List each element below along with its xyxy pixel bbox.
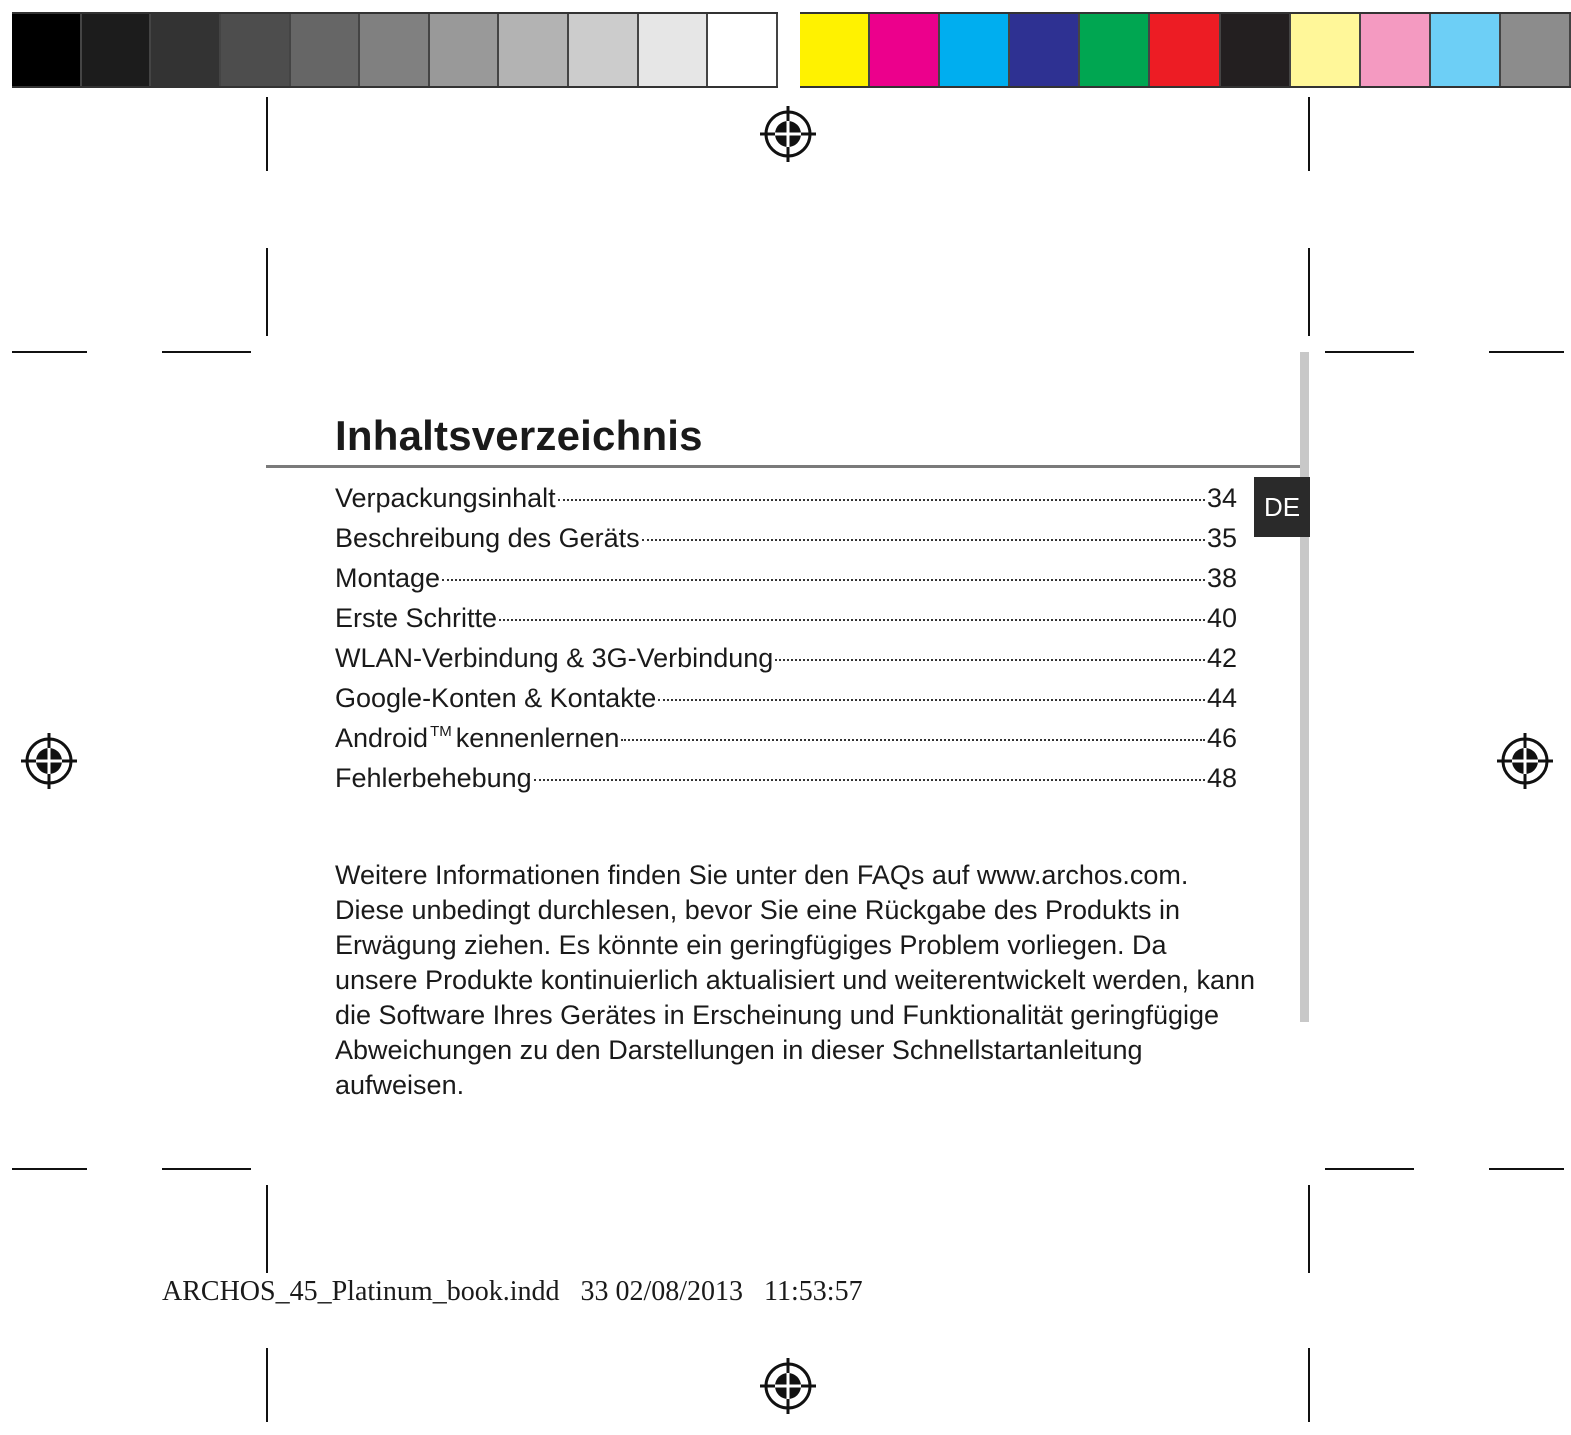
toc-entry[interactable] (335, 598, 1237, 638)
toc-entry[interactable] (335, 678, 1237, 718)
toc-entry-title: Erste Schritte (335, 603, 498, 633)
slug-date: 02/08/2013 (615, 1276, 744, 1307)
gray-swatch (82, 14, 152, 86)
toc-entry[interactable] (335, 558, 1237, 598)
crop-mark (1489, 351, 1564, 353)
toc-entry-page: 34 (1206, 483, 1237, 513)
title-divider (266, 465, 1306, 468)
toc-entry-page: 40 (1206, 603, 1237, 633)
toc-leader-dots (558, 499, 1205, 501)
crop-mark (1489, 1168, 1564, 1170)
crop-mark (12, 1168, 87, 1170)
crop-mark (1308, 1348, 1310, 1422)
crop-mark (266, 1185, 268, 1273)
language-tab: DE (1254, 477, 1310, 537)
toc-entry-page: 48 (1206, 763, 1237, 793)
color-bar (800, 12, 1571, 88)
color-swatch (800, 14, 870, 86)
crop-mark (266, 1348, 268, 1422)
gray-swatch (291, 14, 361, 86)
toc-entry-title-main: Android (335, 723, 429, 753)
toc-entry[interactable] (335, 758, 1237, 798)
color-swatch (1431, 14, 1501, 86)
toc-entry-page: 42 (1206, 643, 1237, 673)
color-swatch (940, 14, 1010, 86)
color-swatch (870, 14, 940, 86)
gray-swatch (151, 14, 221, 86)
color-swatch (1080, 14, 1150, 86)
info-paragraph: Weitere Informationen finden Sie unter den FAQs auf www.archos.com. Diese unbedingt durchlesen, bevor Sie eine Rückgabe des Produkts in Erwägung ziehen. Es könnte ein geringfügiges Problem vorliegen. Da unsere Produkte kontinuierlich aktualisiert und weiterentwickelt werden, kann die Software Ihres Gerätes in Erscheinung und Funktionalität geringfügige Abweichungen zu den Darstellungen in dieser Schnellstartanleitung aufweisen. (335, 860, 1255, 1100)
gray-swatch (430, 14, 500, 86)
gray-swatch (708, 14, 778, 86)
crop-mark (266, 97, 268, 171)
toc-entry-page: 38 (1206, 563, 1237, 593)
toc-leader-dots (642, 539, 1205, 541)
gray-swatch (360, 14, 430, 86)
table-of-contents (335, 478, 1237, 798)
gray-swatch (12, 14, 82, 86)
crop-mark (1308, 1185, 1310, 1273)
slug-page-number: 33 (580, 1276, 609, 1307)
gray-swatch (499, 14, 569, 86)
toc-entry-title-suffix: kennenlernen (455, 723, 620, 753)
toc-entry[interactable] (335, 718, 1237, 758)
gray-swatch (639, 14, 709, 86)
crop-mark (162, 351, 251, 353)
toc-entry-title: Montage (335, 563, 441, 593)
registration-mark-icon (758, 104, 818, 164)
toc-entry-page: 44 (1206, 683, 1237, 713)
toc-leader-dots (442, 579, 1205, 581)
toc-entry[interactable] (335, 518, 1237, 558)
color-swatch (1361, 14, 1431, 86)
crop-mark (1325, 1168, 1414, 1170)
registration-mark-icon (1495, 731, 1555, 791)
toc-entry-page: 46 (1206, 723, 1237, 753)
toc-entry-title: WLAN-Verbindung & 3G-Verbindung (335, 643, 774, 673)
crop-mark (162, 1168, 251, 1170)
toc-entry[interactable] (335, 638, 1237, 678)
toc-entry-title: Beschreibung des Geräts (335, 523, 640, 553)
registration-mark-icon (758, 1356, 818, 1416)
color-swatch (1010, 14, 1080, 86)
page-title: Inhaltsverzeichnis (335, 412, 703, 459)
color-swatch (1150, 14, 1220, 86)
toc-entry-page: 35 (1206, 523, 1237, 553)
toc-leader-dots (658, 699, 1205, 701)
toc-entry-title (335, 718, 619, 758)
toc-entry-title: Google-Konten & Kontakte (335, 683, 657, 713)
toc-leader-dots (775, 659, 1205, 661)
color-swatch (1221, 14, 1291, 86)
color-swatch (1501, 14, 1571, 86)
slug-time: 11:53:57 (764, 1276, 863, 1307)
toc-leader-dots (534, 779, 1205, 781)
crop-mark (1308, 97, 1310, 171)
side-rule (1300, 352, 1309, 1022)
toc-entry[interactable] (335, 478, 1237, 518)
gray-swatch (221, 14, 291, 86)
toc-entry-title: Fehlerbehebung (335, 763, 532, 793)
toc-leader-dots (621, 739, 1205, 741)
crop-mark (12, 351, 87, 353)
trademark-symbol: TM (430, 723, 452, 740)
crop-mark (1308, 248, 1310, 336)
color-swatch (1291, 14, 1361, 86)
print-slug (162, 1276, 863, 1308)
gray-swatch (569, 14, 639, 86)
crop-mark (266, 248, 268, 336)
registration-mark-icon (19, 731, 79, 791)
toc-entry-title: Verpackungsinhalt (335, 483, 556, 513)
crop-mark (1325, 351, 1414, 353)
slug-filename: ARCHOS_45_Platinum_book.indd (162, 1276, 560, 1307)
toc-leader-dots (499, 619, 1205, 621)
grayscale-bar (12, 12, 778, 88)
